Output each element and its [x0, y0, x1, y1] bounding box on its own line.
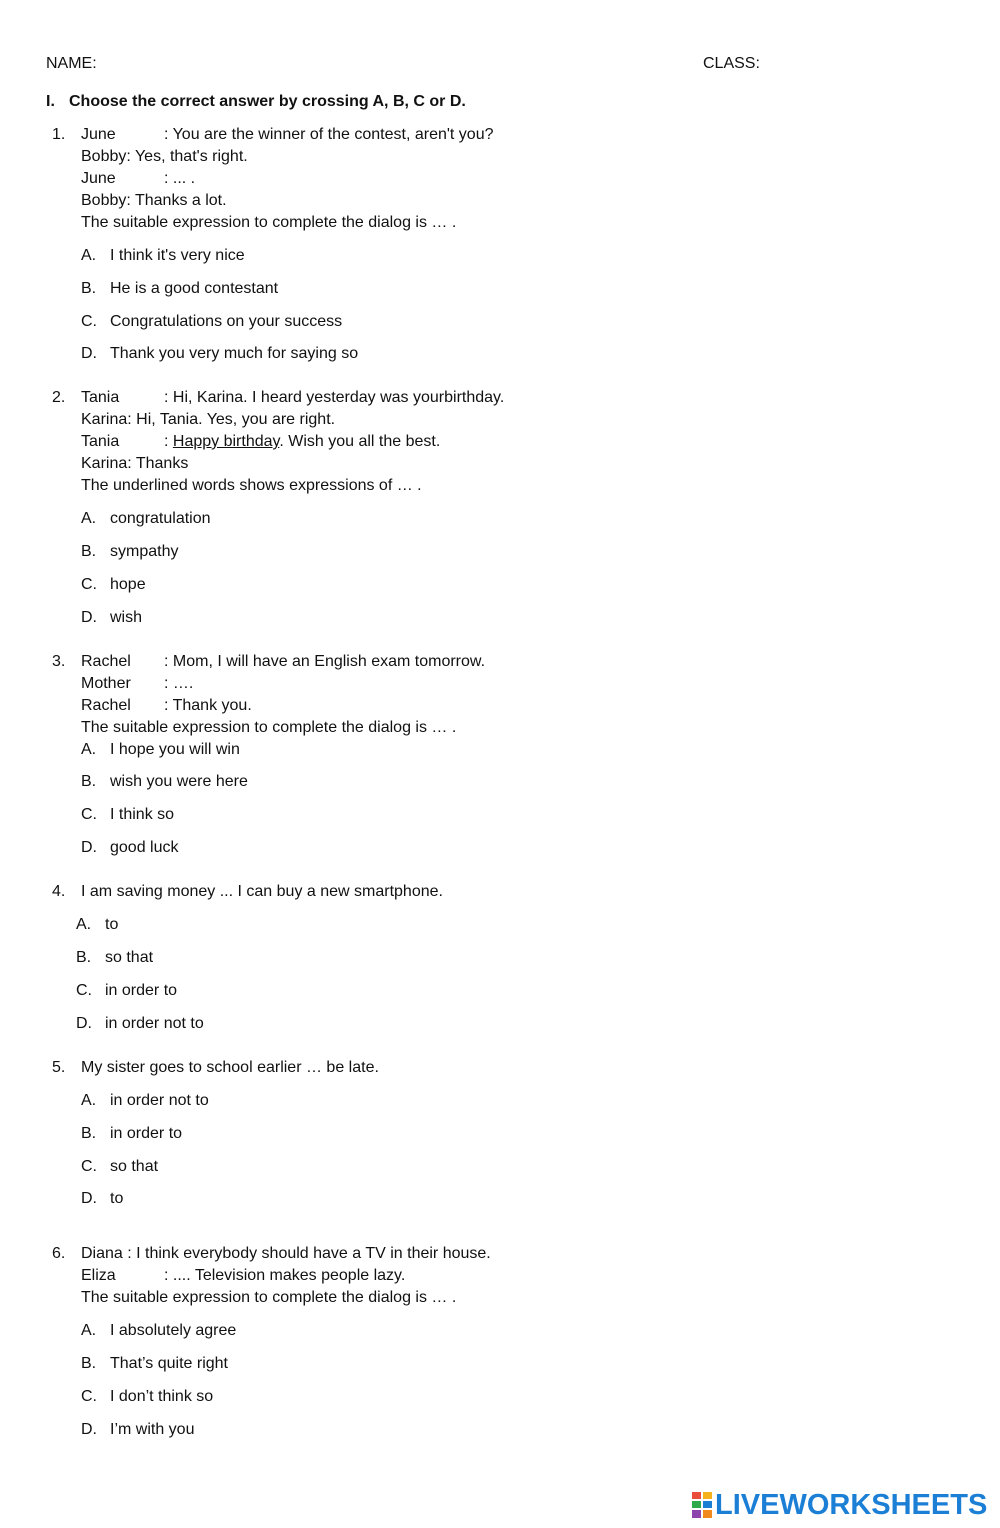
- option-letter[interactable]: A.: [81, 1092, 97, 1109]
- option-letter[interactable]: B.: [81, 543, 97, 560]
- option-text[interactable]: Thank you very much for saying so: [110, 345, 359, 362]
- option-text[interactable]: I think so: [110, 806, 175, 823]
- option-letter[interactable]: C.: [81, 313, 97, 330]
- section-number: I.: [46, 93, 55, 110]
- dialog-line: : Hi, Karina. I heard yesterday was yourbirthday.: [164, 389, 505, 406]
- option-text[interactable]: in order to: [110, 1125, 183, 1142]
- option-text[interactable]: so that: [105, 949, 154, 966]
- question-prompt: I am saving money ... I can buy a new smartphone.: [81, 883, 443, 900]
- dialog-line: Karina: Hi, Tania. Yes, you are right.: [81, 411, 336, 428]
- dialog-speaker: Tania: [81, 389, 120, 406]
- liveworksheets-logo-icon: [692, 1492, 712, 1518]
- option-text[interactable]: to: [105, 916, 119, 933]
- dialog-speaker: June: [81, 126, 116, 143]
- option-letter[interactable]: B.: [81, 1125, 97, 1142]
- option-text[interactable]: in order not to: [105, 1015, 204, 1032]
- option-text[interactable]: He is a good contestant: [110, 280, 279, 297]
- option-text[interactable]: That’s quite right: [110, 1355, 228, 1372]
- dialog-line: : ….: [164, 675, 194, 692]
- question-prompt: My sister goes to school earlier … be late.: [81, 1059, 379, 1076]
- dialog-line: Karina: Thanks: [81, 455, 189, 472]
- dialog-line: : .... Television makes people lazy.: [164, 1267, 406, 1284]
- question-number: 6.: [52, 1245, 66, 1262]
- question-prompt: The suitable expression to complete the dialog is … .: [81, 214, 457, 231]
- option-letter[interactable]: D.: [81, 609, 97, 626]
- option-letter[interactable]: C.: [76, 982, 92, 999]
- option-letter[interactable]: B.: [81, 773, 97, 790]
- option-text[interactable]: wish you were here: [110, 773, 248, 790]
- dialog-line: : ... .: [164, 170, 196, 187]
- dialog-speaker: Eliza: [81, 1267, 116, 1284]
- dialog-line-with-underline: [164, 432, 440, 452]
- question-number: 5.: [52, 1059, 66, 1076]
- option-text[interactable]: I’m with you: [110, 1421, 195, 1438]
- dialog-line: : Mom, I will have an English exam tomorrow.: [164, 653, 486, 670]
- option-letter[interactable]: C.: [81, 1158, 97, 1175]
- option-letter[interactable]: D.: [81, 345, 97, 362]
- question-number: 4.: [52, 883, 66, 900]
- dialog-line: Bobby: Thanks a lot.: [81, 192, 227, 209]
- option-letter[interactable]: A.: [81, 741, 97, 758]
- option-letter[interactable]: C.: [81, 806, 97, 823]
- logo-text: LIVEWORKSHEETS: [715, 1489, 988, 1521]
- option-text[interactable]: sympathy: [110, 543, 179, 560]
- option-letter[interactable]: D.: [81, 1190, 97, 1207]
- question-number: 3.: [52, 653, 66, 670]
- dialog-speaker: Rachel: [81, 697, 131, 714]
- option-letter[interactable]: B.: [81, 1355, 97, 1372]
- option-text[interactable]: in order not to: [110, 1092, 209, 1109]
- dialog-line: Diana : I think everybody should have a TV in their house.: [81, 1245, 491, 1262]
- liveworksheets-logo[interactable]: [692, 1488, 987, 1522]
- option-letter[interactable]: D.: [76, 1015, 92, 1032]
- option-letter[interactable]: A.: [81, 510, 97, 527]
- option-text[interactable]: I think it's very nice: [110, 247, 245, 264]
- option-letter[interactable]: D.: [81, 1421, 97, 1438]
- question-number: 2.: [52, 389, 66, 406]
- underlined-words: Happy birthday: [172, 433, 280, 450]
- option-text[interactable]: I don’t think so: [110, 1388, 214, 1405]
- option-text[interactable]: hope: [110, 576, 146, 593]
- dialog-speaker: Mother: [81, 675, 131, 692]
- dialog-speaker: June: [81, 170, 116, 187]
- dialog-speaker: Rachel: [81, 653, 131, 670]
- option-text[interactable]: congratulation: [110, 510, 211, 527]
- option-text[interactable]: in order to: [105, 982, 178, 999]
- option-text[interactable]: Congratulations on your success: [110, 313, 343, 330]
- option-text[interactable]: so that: [110, 1158, 159, 1175]
- option-letter[interactable]: C.: [81, 1388, 97, 1405]
- dialog-prefix: :: [164, 433, 173, 450]
- option-text[interactable]: I absolutely agree: [110, 1322, 237, 1339]
- section-instruction: Choose the correct answer by crossing A, B, C or D.: [69, 93, 466, 110]
- question-prompt: The suitable expression to complete the dialog is … .: [81, 719, 457, 736]
- option-letter[interactable]: B.: [81, 280, 97, 297]
- option-letter[interactable]: D.: [81, 839, 97, 856]
- question-number: 1.: [52, 126, 66, 143]
- option-text[interactable]: good luck: [110, 839, 179, 856]
- question-prompt: The suitable expression to complete the dialog is … .: [81, 1289, 457, 1306]
- option-letter[interactable]: A.: [76, 916, 92, 933]
- question-prompt: The underlined words shows expressions of … .: [81, 477, 422, 494]
- dialog-line: Bobby: Yes, that's right.: [81, 148, 248, 165]
- option-letter[interactable]: C.: [81, 576, 97, 593]
- dialog-suffix: . Wish you all the best.: [279, 433, 441, 450]
- dialog-speaker: Tania: [81, 433, 120, 450]
- option-letter[interactable]: A.: [81, 1322, 97, 1339]
- class-label: CLASS:: [703, 55, 760, 72]
- option-text[interactable]: I hope you will win: [110, 741, 240, 758]
- name-label: NAME:: [46, 55, 97, 72]
- option-letter[interactable]: A.: [81, 247, 97, 264]
- option-letter[interactable]: B.: [76, 949, 92, 966]
- dialog-line: : You are the winner of the contest, aren't you?: [164, 126, 494, 143]
- option-text[interactable]: wish: [110, 609, 143, 626]
- option-text[interactable]: to: [110, 1190, 124, 1207]
- dialog-line: : Thank you.: [164, 697, 252, 714]
